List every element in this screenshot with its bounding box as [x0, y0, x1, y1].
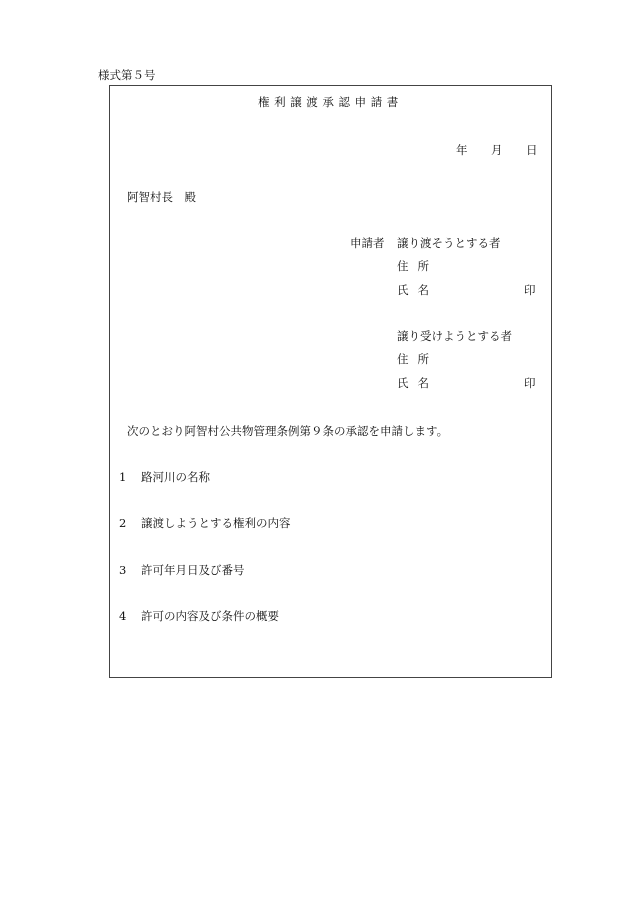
transferee-address-label: 住所 [397, 352, 438, 366]
form-frame [109, 85, 552, 678]
date-year: 年 [456, 143, 468, 157]
form-title: 権利譲渡承認申請書 [258, 95, 403, 109]
transferor-address-label: 住所 [397, 259, 438, 273]
date-day: 日 [526, 143, 538, 157]
applicant-label: 申請者 [350, 236, 385, 250]
item-number: 2 [119, 516, 127, 530]
item-label: 許可年月日及び番号 [141, 563, 245, 577]
transferor-name-label: 氏名 [397, 283, 438, 297]
transferee-heading: 譲り受けようとする者 [397, 329, 512, 343]
item-number: 4 [119, 609, 127, 623]
form-number: 様式第５号 [98, 68, 156, 82]
item-label: 許可の内容及び条件の概要 [141, 609, 279, 623]
transferor-heading: 譲り渡そうとする者 [397, 236, 501, 250]
date-month: 月 [491, 143, 503, 157]
addressee: 阿智村長 殿 [127, 190, 196, 204]
item-number: 1 [119, 470, 127, 484]
transferee-name-label: 氏名 [397, 376, 438, 390]
transferee-seal: 印 [524, 376, 536, 390]
transferor-seal: 印 [524, 283, 536, 297]
application-statement: 次のとおり阿智村公共物管理条例第９条の承認を申請します。 [127, 424, 449, 438]
item-number: 3 [119, 563, 127, 577]
item-label: 譲渡しようとする権利の内容 [141, 516, 291, 530]
item-label: 路河川の名称 [141, 470, 210, 484]
